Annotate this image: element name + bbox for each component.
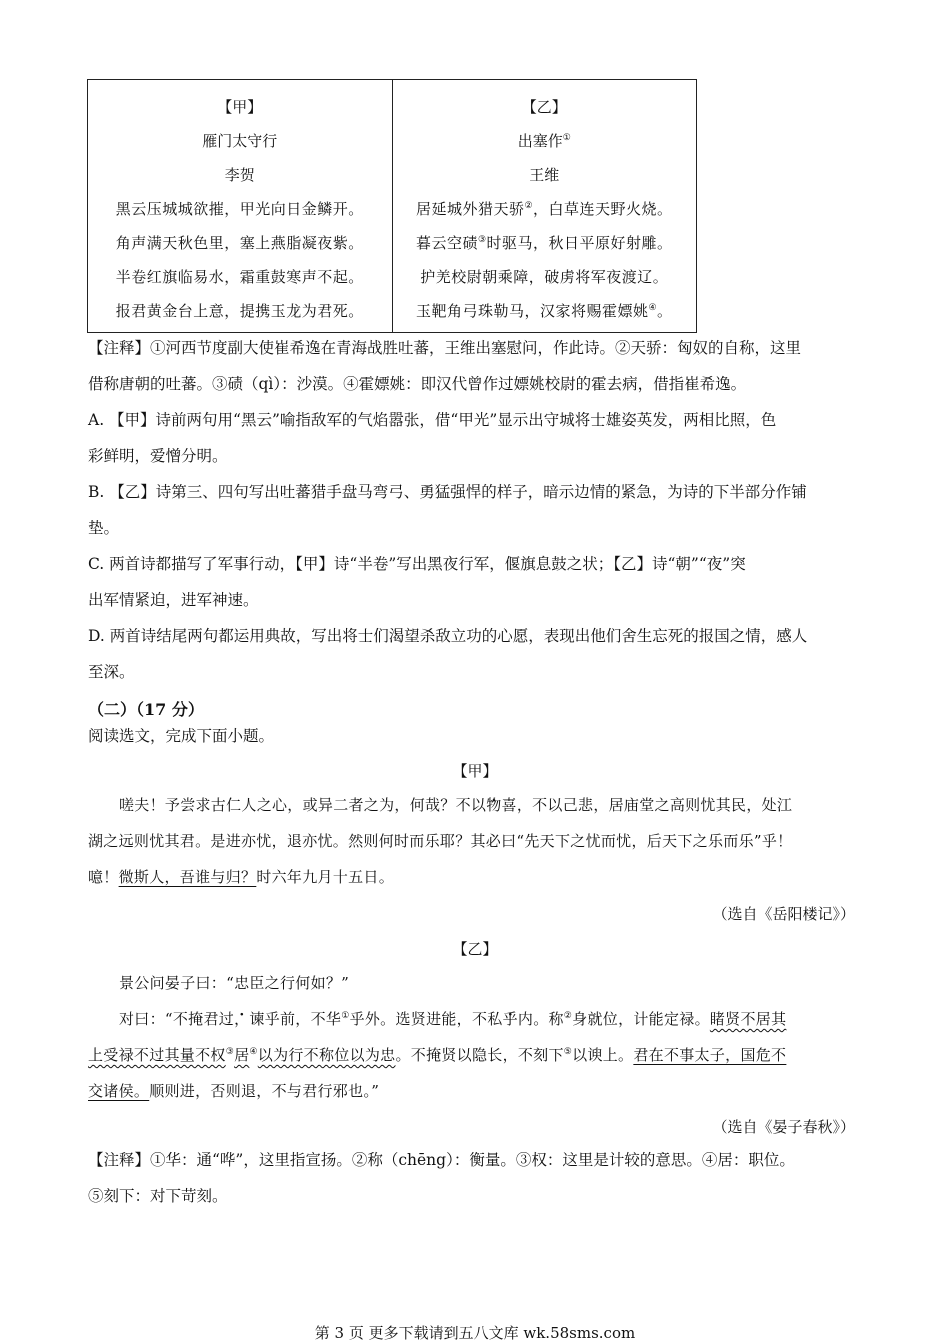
poem-yi xyxy=(392,80,697,332)
poem-tag: 【乙】 xyxy=(521,98,567,116)
note-line: 借称唐朝的吐蕃。③碛（qì）：沙漠。④霍嫖姚：即汉代曾作过嫖姚校尉的霍去病，借指崔希逸。 xyxy=(88,375,747,393)
passage-tag: 【甲】 xyxy=(452,762,498,780)
poem-author: 王维 xyxy=(529,166,560,184)
section-heading: （二）（17 分） xyxy=(88,700,204,719)
poem-line: 玉靶角弓珠勒马，汉家将赐霍嫖姚④。 xyxy=(415,302,673,320)
passage-line: 嗟夫！予尝求古仁人之心，或异二者之为，何哉？不以 ·物喜，不以己悲，居庙堂之高则忧其民，处江 xyxy=(88,787,868,823)
passage-line: 上受禄不过其量不权③居④以为行不称位以为忠。不掩贤以隐长，不刻下⑤以谀上。君在不事太子，国危不 xyxy=(88,1046,787,1064)
option-a-cont: 彩鲜明，爱憎分明。 xyxy=(88,447,228,465)
poem-title: 出塞作① xyxy=(517,132,571,150)
section-instruction: 阅读选文，完成下面小题。 xyxy=(88,727,275,745)
note-line: 【注释】①华：通“哗”，这里指宣扬。②称（chēng）：衡量。③权：这里是计较的意思。④居：职位。 xyxy=(88,1151,795,1169)
option-d-cont: 至深。 xyxy=(88,663,135,681)
poem-title: 雁门太守行 xyxy=(202,132,278,150)
poem-line: 半卷红旗临易水，霜重鼓寒声不起。 xyxy=(115,268,364,286)
passage-line: 交诸侯。顺则进，否则退，不与君行邪也。” xyxy=(88,1082,380,1100)
source-citation: （选自《晏子春秋》） xyxy=(712,1118,855,1136)
poem-table xyxy=(87,79,697,333)
poem-author: 李贺 xyxy=(224,166,255,184)
option-c: C. 两首诗都描写了军事行动，【甲】诗“半卷”写出黑夜行军，偃旗息鼓之状；【乙】诗“朝”“夜”突 xyxy=(88,555,746,573)
passage-line: 噫！微斯人，吾谁与归？时六年九月十五日。 xyxy=(88,868,395,886)
option-a: A. 【甲】诗前两句用“黑云”喻指敌军的气焰嚣张，借“甲光”显示出守城将士雄姿英发，两相比照，色 xyxy=(88,411,777,429)
poem-line: 黑云压城城欲摧，甲光向日金鳞开。 xyxy=(115,200,364,218)
passage-yi xyxy=(88,965,868,1109)
passage-line: 湖之远则忧其君。是进亦忧，退亦忧。然则何时而乐耶？其必曰“先天下之忧而忧，后天下之乐而乐”乎！ xyxy=(88,832,793,850)
poem-line: 居延城外猎天骄②，白草连天野火烧。 xyxy=(415,200,673,218)
option-b: B. 【乙】诗第三、四句写出吐蕃猎手盘马弯弓、勇猛强悍的样子，暗示边情的紧急，为诗的下半部分作铺 xyxy=(88,483,807,501)
poem-line: 暮云空碛③时驱马，秋日平原好射雕。 xyxy=(415,234,673,252)
poem-jia xyxy=(88,80,392,332)
passage-line: 对曰：“不掩君过 ·，谏乎前，不华①乎外。选贤进能，不私 ·乎内。称②身就位，计能定禄。睹贤不居其 xyxy=(88,1001,868,1037)
passage-notes xyxy=(88,1142,868,1214)
poem-line: 报君黄金台上意，提携玉龙为君死。 xyxy=(115,302,364,320)
passage-jia xyxy=(88,787,868,895)
poem-line: 角声满天秋色里，塞上燕脂凝夜紫。 xyxy=(115,234,364,252)
page-footer: 第 3 页 更多下载请到五八文库 wk.58sms.com xyxy=(314,1324,636,1342)
note-line: 【注释】①河西节度副大使崔希逸在青海战胜吐蕃，王维出塞慰问，作此诗。②天骄：匈奴的自称，这里 xyxy=(88,339,802,357)
answer-options xyxy=(88,402,868,690)
passage-line: 景公问晏子曰：“忠臣之行何如？” xyxy=(119,974,350,992)
poem-notes xyxy=(88,330,868,402)
passage-tag: 【乙】 xyxy=(452,940,498,958)
option-d: D. 两首诗结尾两句都运用典故，写出将士们渴望杀敌立功的心愿，表现出他们舍生忘死的报国之情，感人 xyxy=(88,627,808,645)
poem-line: 护羌校尉朝乘障，破虏将军夜渡辽。 xyxy=(420,268,669,286)
option-c-cont: 出军情紧迫，进军神速。 xyxy=(88,591,259,609)
note-line: ⑤刻下：对下苛刻。 xyxy=(88,1187,228,1205)
source-citation: （选自《岳阳楼记》） xyxy=(712,905,855,923)
poem-tag: 【甲】 xyxy=(217,98,263,116)
option-b-cont: 垫。 xyxy=(88,519,120,537)
